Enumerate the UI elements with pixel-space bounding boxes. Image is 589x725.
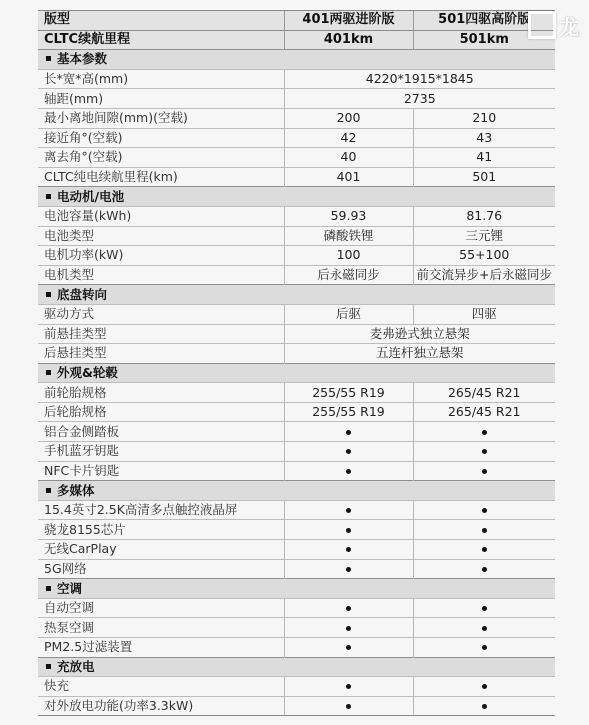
standard-feature-dot-icon [482,704,487,709]
row-label: 接近角°(空载) [38,128,284,148]
row-label: 长*宽*高(mm) [38,69,284,89]
section-title-text: 充放电 [57,658,95,674]
row-label: 快充 [38,677,284,697]
row-value-col2-cell [413,677,555,697]
row-value-col1-cell [284,598,413,618]
section-bullet-icon [46,586,51,591]
section-bullet-icon [46,664,51,669]
table-row [38,206,555,226]
standard-feature-dot-icon [482,528,487,533]
row-value-col2-cell [413,696,555,716]
row-value-col1-cell [284,461,413,481]
row-value-col2: 前交流异步+后永磁同步 [413,265,555,285]
table-row [38,108,555,128]
table-row [38,167,555,187]
spec-table [38,10,555,716]
table-row [38,598,555,618]
row-label: 电机功率(kW) [38,246,284,266]
section-title-text: 底盘转向 [57,286,108,302]
row-value-col1-cell [284,520,413,540]
row-value-col1-cell [284,638,413,658]
table-row [38,89,555,109]
row-label: CLTC纯电续航里程(km) [38,167,284,187]
row-label: NFC卡片钥匙 [38,461,284,481]
table-row [38,638,555,658]
table-row [38,128,555,148]
standard-feature-dot-icon [346,684,351,689]
table-row [38,500,555,520]
row-label: 驱动方式 [38,304,284,324]
standard-feature-dot-icon [482,508,487,513]
standard-feature-dot-icon [482,684,487,689]
row-label: 自动空调 [38,598,284,618]
section-header [38,187,555,207]
row-label: 手机蓝牙钥匙 [38,442,284,462]
row-value-col2-cell [413,559,555,579]
row-value-col2-cell [413,422,555,442]
row-value-col1: 255/55 R19 [284,383,413,403]
row-value-col1-cell [284,677,413,697]
header-label: 版型 [38,11,284,31]
standard-feature-dot-icon [482,430,487,435]
standard-feature-dot-icon [346,469,351,474]
standard-feature-dot-icon [346,430,351,435]
section-title-text: 外观&轮毂 [57,364,118,380]
standard-feature-dot-icon [482,606,487,611]
row-value-col2: 41 [413,148,555,168]
row-value-col1: 100 [284,246,413,266]
row-value-col1: 磷酸铁锂 [284,226,413,246]
standard-feature-dot-icon [346,606,351,611]
row-value-shared: 4220*1915*1845 [284,69,555,89]
table-row [38,226,555,246]
row-value-col2-cell [413,520,555,540]
row-value-col2: 43 [413,128,555,148]
cltc-col1: 401km [284,30,413,50]
table-row [38,246,555,266]
table-row [38,461,555,481]
standard-feature-dot-icon [346,645,351,650]
row-value-col2: 四驱 [413,304,555,324]
table-row [38,265,555,285]
row-value-col1: 40 [284,148,413,168]
watermark-logo [525,8,579,42]
section-header [38,363,555,383]
row-value-col2-cell [413,540,555,560]
section-bullet-icon [46,292,51,297]
cltc-label: CLTC续航里程 [38,30,284,50]
row-label: 前轮胎规格 [38,383,284,403]
row-value-col2: 210 [413,108,555,128]
table-row [38,677,555,697]
logo-box-icon [528,11,556,39]
table-row [38,618,555,638]
table-row [38,540,555,560]
row-value-shared: 麦弗逊式独立悬架 [284,324,555,344]
section-title [38,363,555,383]
row-value-col1-cell [284,422,413,442]
standard-feature-dot-icon [346,567,351,572]
table-row [38,344,555,364]
table-row [38,304,555,324]
section-header [38,50,555,70]
row-label: 电机类型 [38,265,284,285]
row-label: 电池容量(kWh) [38,206,284,226]
section-title [38,187,555,207]
table-row [38,324,555,344]
standard-feature-dot-icon [482,645,487,650]
standard-feature-dot-icon [346,508,351,513]
cltc-row [38,30,555,50]
row-label: 前悬挂类型 [38,324,284,344]
row-label: 离去角°(空载) [38,148,284,168]
standard-feature-dot-icon [482,469,487,474]
row-value-col2: 三元锂 [413,226,555,246]
row-label: 电池类型 [38,226,284,246]
standard-feature-dot-icon [482,626,487,631]
section-bullet-icon [46,488,51,493]
section-title-text: 电动机/电池 [57,188,125,204]
standard-feature-dot-icon [482,567,487,572]
section-header [38,285,555,305]
header-col1: 401两驱进阶版 [284,11,413,31]
row-value-col2-cell [413,598,555,618]
row-value-col1: 后永磁同步 [284,265,413,285]
row-label: 热泵空调 [38,618,284,638]
row-label: 铝合金侧踏板 [38,422,284,442]
standard-feature-dot-icon [482,547,487,552]
row-label: 后轮胎规格 [38,402,284,422]
row-value-col2: 55+100 [413,246,555,266]
row-value-col1: 59.93 [284,206,413,226]
row-value-col2: 81.76 [413,206,555,226]
section-bullet-icon [46,370,51,375]
logo-glyph: 龙 [559,14,579,39]
table-row [38,559,555,579]
table-row [38,442,555,462]
header-col2: 501四驱高阶版 [413,11,555,31]
row-value-shared: 2735 [284,89,555,109]
section-title [38,657,555,677]
row-value-col1-cell [284,500,413,520]
table-row [38,520,555,540]
row-value-col1-cell [284,559,413,579]
section-title [38,50,555,70]
row-label: 骁龙8155芯片 [38,520,284,540]
standard-feature-dot-icon [346,704,351,709]
row-value-col1: 200 [284,108,413,128]
row-label: 5G网络 [38,559,284,579]
standard-feature-dot-icon [346,449,351,454]
table-row [38,148,555,168]
row-value-shared: 五连杆独立悬架 [284,344,555,364]
row-value-col1-cell [284,696,413,716]
section-title-text: 基本参数 [57,51,108,67]
row-label: 轴距(mm) [38,89,284,109]
section-bullet-icon [46,56,51,61]
row-label: 无线CarPlay [38,540,284,560]
table-row [38,69,555,89]
row-value-col1-cell [284,540,413,560]
row-value-col1-cell [284,618,413,638]
row-value-col1: 401 [284,167,413,187]
row-label: 后悬挂类型 [38,344,284,364]
standard-feature-dot-icon [482,449,487,454]
row-value-col2-cell [413,500,555,520]
cltc-col2: 501km [413,30,555,50]
section-header [38,579,555,599]
row-value-col2-cell [413,461,555,481]
section-title [38,481,555,501]
standard-feature-dot-icon [346,547,351,552]
spec-table-body [38,11,555,716]
section-title [38,285,555,305]
section-bullet-icon [46,194,51,199]
standard-feature-dot-icon [346,528,351,533]
table-row [38,383,555,403]
standard-feature-dot-icon [346,626,351,631]
section-title-text: 多媒体 [57,482,95,498]
table-row [38,422,555,442]
section-header [38,657,555,677]
row-value-col2-cell [413,618,555,638]
row-value-col2-cell [413,638,555,658]
row-label: 15.4英寸2.5K高清多点触控液晶屏 [38,500,284,520]
row-value-col2: 501 [413,167,555,187]
row-label: 对外放电功能(功率3.3kW) [38,696,284,716]
header-row [38,11,555,31]
row-label: 最小离地间隙(mm)(空载) [38,108,284,128]
row-value-col1-cell [284,442,413,462]
section-header [38,481,555,501]
row-value-col1: 后驱 [284,304,413,324]
row-label: PM2.5过滤装置 [38,638,284,658]
row-value-col1: 255/55 R19 [284,402,413,422]
table-row [38,402,555,422]
row-value-col2-cell [413,442,555,462]
table-row [38,696,555,716]
row-value-col2: 265/45 R21 [413,383,555,403]
section-title [38,579,555,599]
section-title-text: 空调 [57,580,83,596]
row-value-col1: 42 [284,128,413,148]
row-value-col2: 265/45 R21 [413,402,555,422]
